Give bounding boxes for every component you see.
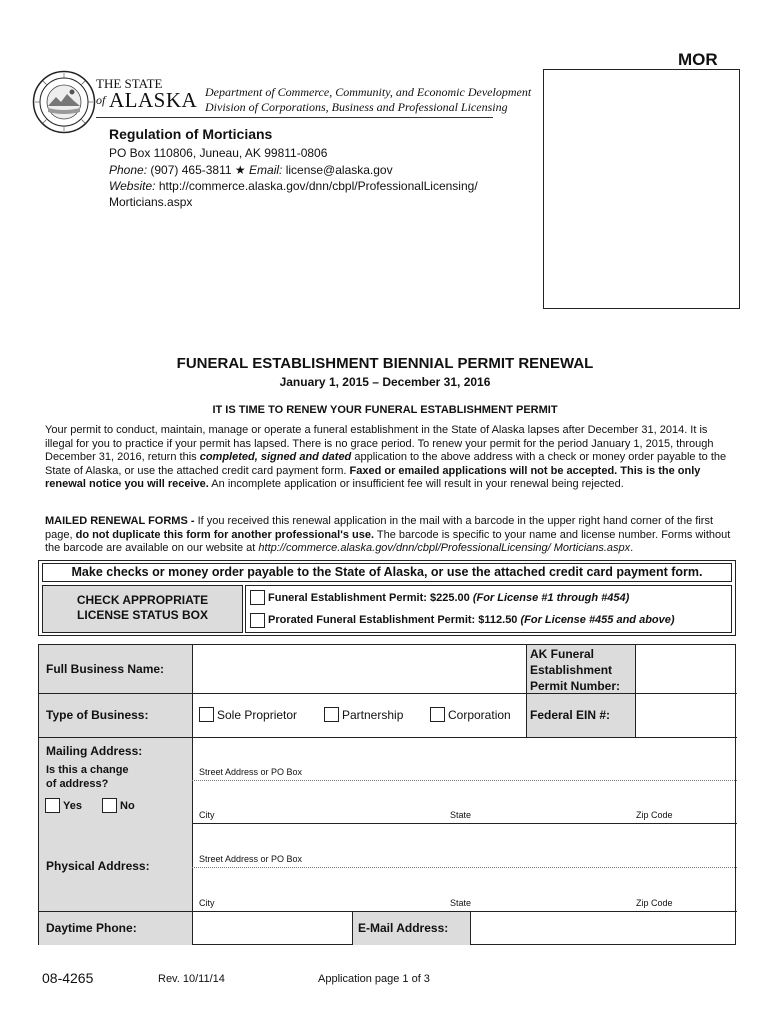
status-label-line1: CHECK APPROPRIATE <box>76 593 209 607</box>
address-change-no-label: No <box>120 800 135 812</box>
website-label: Website: <box>109 179 156 193</box>
state-the: THE STATE <box>96 76 163 91</box>
dotted-line <box>192 780 737 781</box>
renewal-instructions <box>45 424 735 492</box>
email-label: Email: <box>249 163 283 177</box>
full-permit-option <box>268 592 629 604</box>
daytime-phone-label: Daytime Phone: <box>46 921 137 935</box>
mailed-forms-link[interactable]: http://commerce.alaska.gov/dnn/cbpl/ProfessionalLicensing/ Morticians.aspx <box>258 542 631 555</box>
header-rule <box>96 117 493 118</box>
address-change-question-2: of address? <box>46 778 109 790</box>
mailed-forms-notice <box>45 515 735 556</box>
agency-address: PO Box 110806, Juneau, AK 99811-0806 <box>109 146 328 160</box>
phone-number: (907) 465-3811 <box>150 163 232 177</box>
status-label-line2: LICENSE STATUS BOX <box>77 608 208 622</box>
department-name: Department of Commerce, Community, and Economic Development <box>205 85 532 99</box>
permit-number-label-1: AK Funeral <box>530 647 595 661</box>
grid-line <box>470 911 471 945</box>
form-code: MOR <box>678 50 718 69</box>
mailed-forms-warning: do not duplicate this form for another professional's use. <box>75 528 375 541</box>
corporation-label: Corporation <box>448 708 511 722</box>
mailed-forms-text: The barcode is specific to your name and license number. Forms without the barcode are available on our website at <box>45 528 731 555</box>
full-permit-note: (For License #1 through #454) <box>472 592 630 604</box>
form-revision: Rev. 10/11/14 <box>158 973 225 985</box>
permit-period: January 1, 2015 – December 31, 2016 <box>279 375 491 389</box>
business-name-input[interactable] <box>194 647 524 691</box>
physical-zip-caption: Zip Code <box>636 898 673 908</box>
full-permit-label: Funeral Establishment Permit: $225.00 <box>268 592 473 604</box>
mailing-street-caption: Street Address or PO Box <box>199 767 303 777</box>
permit-number-label-2: Establishment <box>530 663 613 677</box>
page-indicator: Application page 1 of 3 <box>318 973 430 985</box>
physical-street-caption: Street Address or PO Box <box>199 854 303 864</box>
state-of: of <box>96 93 106 107</box>
mailed-forms-text: If you received this renewal application in the mail with a barcode in the upper right hand corner of the first page, <box>45 515 714 541</box>
address-change-yes-label: Yes <box>63 800 82 812</box>
agency-title: Regulation of Morticians <box>109 126 273 142</box>
email-address-label: E-Mail Address: <box>358 921 449 935</box>
phone-label: Phone: <box>109 163 148 177</box>
federal-ein-input[interactable] <box>637 695 735 735</box>
physical-state-caption: State <box>450 898 472 908</box>
dotted-line <box>192 867 737 868</box>
partnership-checkbox[interactable] <box>324 707 339 722</box>
prorated-permit-label: Prorated Funeral Establishment Permit: $112.50 <box>268 614 521 626</box>
grid-line <box>192 823 737 824</box>
website-link[interactable]: http://commerce.alaska.gov/dnn/cbpl/ProfessionalLicensing/ <box>158 179 478 193</box>
grid-line <box>635 645 636 737</box>
permit-number-input[interactable] <box>637 647 735 691</box>
mailing-state-caption: State <box>450 810 472 820</box>
mailed-forms-heading: MAILED RENEWAL FORMS - <box>45 515 198 527</box>
email-link[interactable]: license@alaska.gov <box>285 163 393 177</box>
grid-line <box>352 911 353 945</box>
sole-proprietor-checkbox[interactable] <box>199 707 214 722</box>
mailed-forms-text: . <box>630 542 634 555</box>
instructions-emphasis: completed, signed and dated <box>199 451 352 464</box>
grid-line <box>39 693 737 694</box>
barcode-box <box>543 69 740 309</box>
business-name-label: Full Business Name: <box>46 662 165 676</box>
agency-contact-line <box>109 163 393 177</box>
federal-ein-label: Federal EIN #: <box>530 708 611 722</box>
form-number: 08-4265 <box>42 970 94 986</box>
division-name: Division of Corporations, Business and Professional Licensing <box>205 100 508 114</box>
form-title: FUNERAL ESTABLISHMENT BIENNIAL PERMIT RENEWAL <box>176 355 594 372</box>
full-permit-checkbox[interactable] <box>250 590 265 605</box>
grid-line <box>39 911 737 912</box>
sole-proprietor-label: Sole Proprietor <box>217 708 298 722</box>
application-form-table <box>38 644 736 945</box>
mailing-city-caption: City <box>199 810 215 820</box>
partnership-label: Partnership <box>342 708 404 722</box>
mailing-address-label: Mailing Address: <box>46 744 143 758</box>
payment-instruction: Make checks or money order payable to the State of Alaska, or use the attached credit card payment form. <box>42 563 732 582</box>
renewal-notice: IT IS TIME TO RENEW YOUR FUNERAL ESTABLISHMENT PERMIT <box>212 404 558 416</box>
instructions-text: application to the above address with a check or money order payable to the State of Alaska, or use the attached credit card payment form. <box>45 451 727 477</box>
instructions-warning: Faxed or emailed applications will not be accepted. This is the only renewal notice you will receive. <box>45 464 701 491</box>
address-change-no-checkbox[interactable] <box>102 798 117 813</box>
mailing-city-state-zip-input[interactable] <box>194 782 735 822</box>
instructions-text: An incomplete application or insufficient fee will result in your renewal being rejected. <box>208 478 624 491</box>
physical-city-state-zip-input[interactable] <box>194 869 735 910</box>
physical-city-caption: City <box>199 898 215 908</box>
star-icon: ★ <box>234 163 246 177</box>
daytime-phone-input[interactable] <box>194 913 350 943</box>
grid-line <box>192 645 193 945</box>
permit-number-label-3: Permit Number: <box>530 679 621 693</box>
grid-line <box>526 645 527 737</box>
instructions-text: Your permit to conduct, maintain, manage or operate a funeral establishment in the State of Alaska lapses after December 31, 2014. It is illegal for you to practice if your permit has lapsed. There is no grace period. To renew your permit for the period January 1, 2015, through December 31, 2016, return this <box>45 424 714 464</box>
email-address-input[interactable] <box>472 913 735 943</box>
prorated-permit-option <box>268 614 675 626</box>
address-change-yes-checkbox[interactable] <box>45 798 60 813</box>
alaska-state-seal-icon <box>32 70 96 134</box>
business-type-label: Type of Business: <box>46 708 149 722</box>
website-line <box>109 179 478 193</box>
mailing-zip-caption: Zip Code <box>636 810 673 820</box>
address-change-question-1: Is this a change <box>46 764 129 776</box>
corporation-checkbox[interactable] <box>430 707 445 722</box>
grid-line <box>39 737 737 738</box>
mailing-street-input[interactable] <box>194 739 735 779</box>
prorated-permit-checkbox[interactable] <box>250 613 265 628</box>
state-name: ALASKA <box>109 88 198 112</box>
website-link-continued[interactable]: Morticians.aspx <box>109 195 193 209</box>
prorated-permit-note: (For License #455 and above) <box>520 614 675 626</box>
physical-address-label: Physical Address: <box>46 859 150 873</box>
physical-street-input[interactable] <box>194 825 735 866</box>
